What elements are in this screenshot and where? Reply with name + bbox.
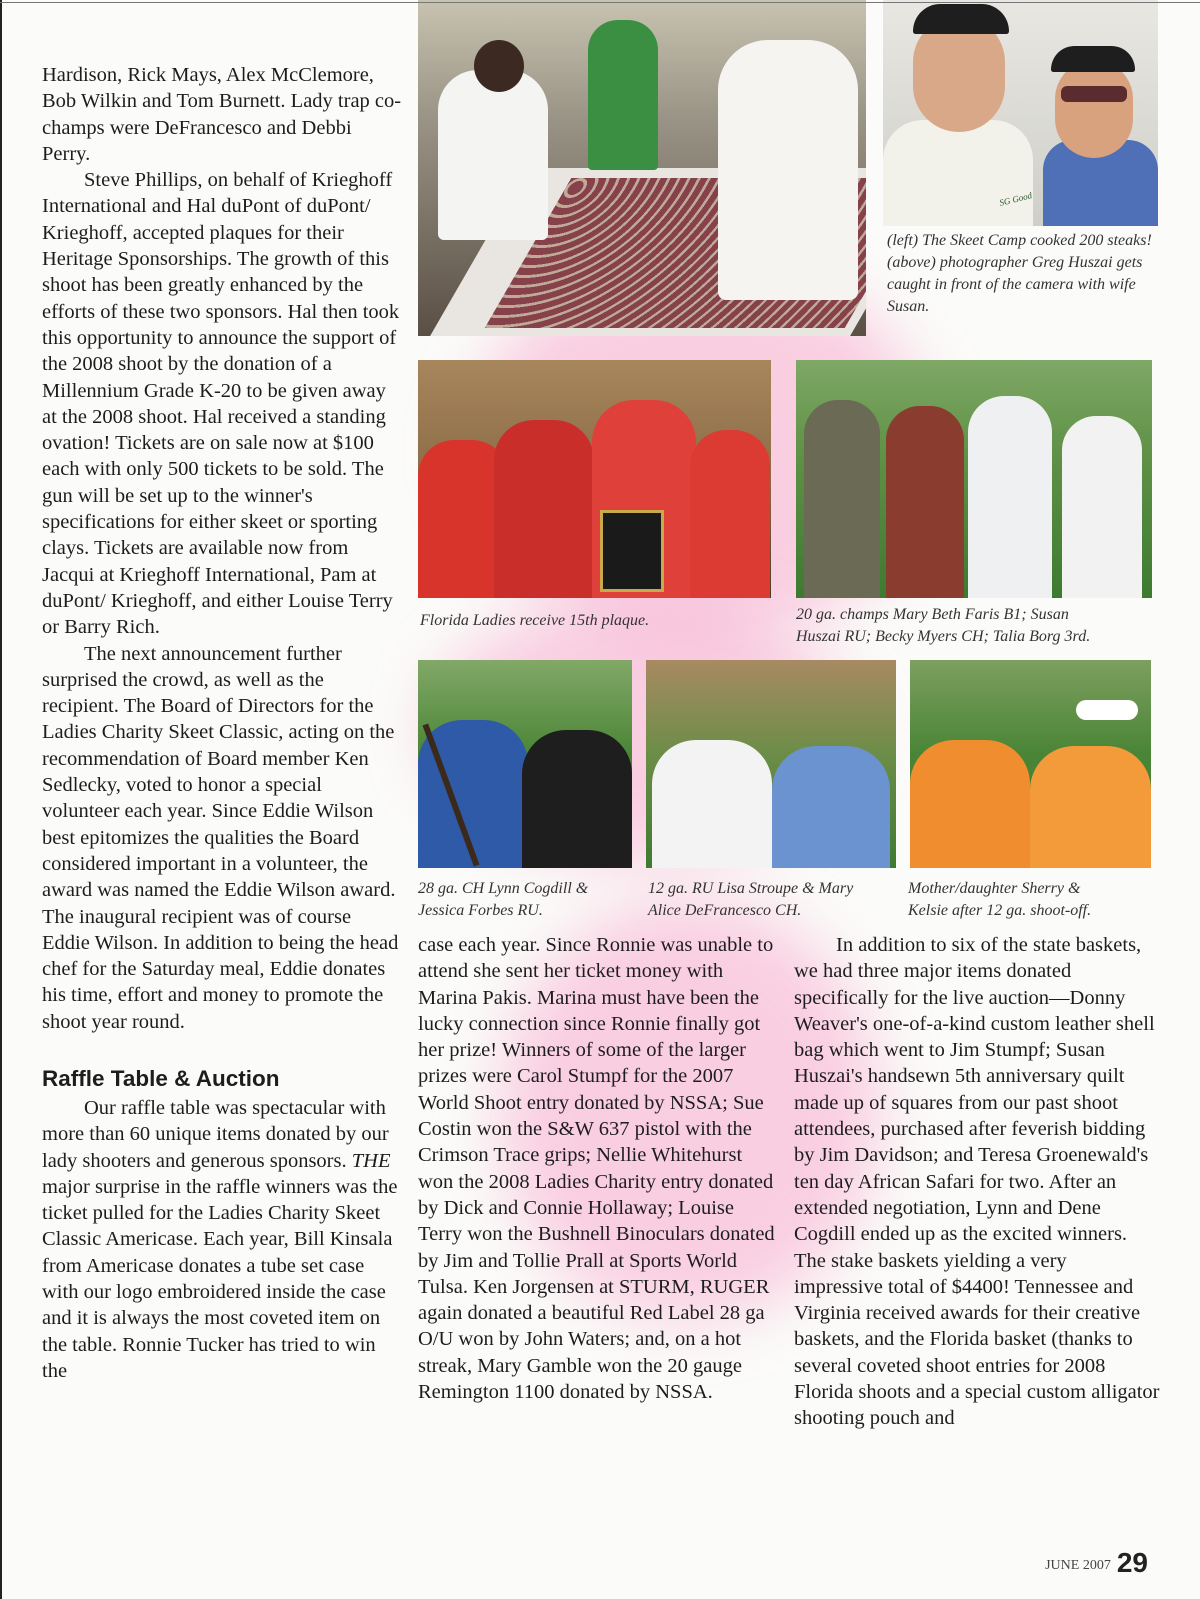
champ-4 (1062, 416, 1142, 598)
woman-cap (1051, 46, 1135, 72)
photo-florida-ladies (418, 360, 771, 598)
caption-20ga (796, 604, 1156, 648)
caption-line: Kelsie after 12 ga. shoot-off. (908, 902, 1092, 919)
daughter (1030, 746, 1151, 868)
page-top-rule (0, 2, 1200, 3)
emphasis: THE (351, 1149, 391, 1172)
text-run: Our raffle table was spectacular with more than 60 unique items donated by our lady shooters and generous sponsors. (42, 1096, 389, 1172)
mother (910, 740, 1030, 868)
shooter-2 (522, 730, 632, 868)
photo-28ga (418, 660, 632, 868)
photo-photographer-couple (883, 0, 1158, 226)
caption-line: Jessica Forbes RU. (418, 902, 543, 919)
caption-line: Alice DeFrancesco CH. (648, 902, 802, 919)
shooter-blue-shirt (772, 746, 890, 868)
shirt-logo: SG Good (998, 190, 1033, 208)
paragraph: Hardison, Rick Mays, Alex McClemore, Bob Wilkin and Tom Burnett. Lady trap co-champs were DeFrancesco and Debbi Perry. (42, 64, 402, 165)
paragraph: In addition to six of the state baskets, we had three major items donated specifically for the live auction—Donny Weaver's one-of-a-kind custom leather shell bag which went to Jim Stumpf; Susan Huszai's handsewn 5th anniversary quilt made up of squares from our past shoot attendees, purchased after feverish bidding by Jim Davidson; and Teresa Groenewald's ten day African Safari for two. After an extended negotiation, Lynn and Dene Cogdill ended up as the excited winners. The stake baskets yielding a very impressive total of $4400! Tennessee and Virginia received awards for their creative baskets, and the Florida basket (thanks to several coveted shoot entries for 2008 Florida shoots and a special custom alligator shooting pouch and (794, 934, 1160, 1430)
caption-line: Florida Ladies receive 15th plaque. (420, 612, 650, 629)
page-number: 29 (1116, 1547, 1148, 1578)
woman-4 (690, 430, 770, 598)
page-edge-bar (0, 0, 2, 1599)
photo-12ga (646, 660, 896, 868)
shooter-white-shirt (652, 740, 772, 868)
caption-line: (left) The Skeet Camp cooked 200 steaks! (887, 232, 1152, 249)
photo-20ga-champs (796, 360, 1152, 598)
person-white-shirt (438, 70, 548, 240)
caption-line: 28 ga. CH Lynn Cogdill & (418, 880, 589, 897)
caption-line: Huszai RU; Becky Myers CH; Talia Borg 3rd. (796, 628, 1091, 645)
page-folio (1045, 1547, 1148, 1579)
paragraph (42, 1095, 402, 1384)
caption-line: 12 ga. RU Lisa Stroupe & Mary (648, 880, 854, 897)
paragraph: Steve Phillips, on behalf of Krieghoff International and Hal duPont of duPont/ Krieghoff, accepted plaques for their Heritage Sponsorships. The growth of this shoot has been greatly enhanced by the efforts of these two sponsors. Hal then took this opportunity to announce the support of the 2008 shoot by the donation of a Millennium Grade K-20 to be given away at the 2008 shoot. Hal received a standing ovation! Tickets are on sale now at $100 each with only 500 tickets to be sold. The gun will be set up to the winner's specifications for either skeet or sporting clays. Tickets are available now from Jacqui at Krieghoff International, Pam at duPont/ Krieghoff, and either Louise Terry or Barry Rich. (42, 169, 400, 639)
caption-line: (above) photographer Greg Huszai gets caught in front of the camera with wife Susan. (887, 254, 1143, 315)
person-green-apron (588, 20, 658, 170)
caption-mother-daughter (908, 878, 1158, 922)
photo-steak-table (418, 0, 866, 336)
champ-1 (804, 400, 880, 598)
middle-column (418, 932, 780, 1405)
white-visor (1076, 700, 1138, 720)
champ-2 (886, 406, 964, 598)
right-column (794, 932, 1160, 1432)
left-column (42, 62, 402, 1384)
caption-line: 20 ga. champs Mary Beth Faris B1; Susan (796, 606, 1069, 623)
paragraph: case each year. Since Ronnie was unable to attend she sent her ticket money with Marina Pakis. Marina must have been the lucky connection since Ronnie finally got her prize! Winners of some of the larger prizes were Carol Stumpf for the 2007 World Shoot entry donated by NSSA; Sue Costin won the S&W 637 pistol with the Crimson Trace grips; Nellie Whitehurst won the 2008 Ladies Charity entry donated by Dick and Connie Hollaway; Louise Terry won the Bushnell Binoculars donated by Jim and Tollie Prall at Sports World Tulsa. Ken Jorgensen at STURM, RUGER again donated a beautiful Red Label 28 ga O/U won by John Waters; and, on a hot streak, Mary Gamble won the 20 gauge Remington 1100 donated by NSSA. (418, 934, 775, 1404)
man-shirt (883, 120, 1033, 226)
photo-mother-daughter (910, 660, 1151, 868)
champ-3 (968, 396, 1052, 598)
man-cap (913, 4, 1009, 34)
person-head (474, 40, 524, 92)
section-heading: Raffle Table & Auction (42, 1065, 280, 1091)
caption-line: Mother/daughter Sherry & (908, 880, 1081, 897)
caption-top (887, 230, 1157, 318)
caption-12ga (648, 878, 898, 922)
text-run: major surprise in the raffle winners was the ticket pulled for the Ladies Charity Skeet Classic Americase. Each year, Bill Kinsala from Americase donates a tube set case with our logo embroidered inside the case and it is always the most coveted item on the table. Ronnie Tucker has tried to win the (42, 1175, 398, 1382)
woman-face (1055, 60, 1133, 158)
plaque (600, 510, 664, 592)
woman-2 (494, 420, 594, 598)
paragraph: The next announcement further surprised the crowd, as well as the recipient. The Board of Directors for the Ladies Charity Skeet Classic, acting on the recommendation of Board member Ken Sedlecky, voted to honor a special volunteer each year. Since Eddie Wilson best epitomizes the qualities the Board considered important in a volunteer, the award was named the Eddie Wilson award. The inaugural recipient was of course Eddie Wilson. In addition to being the head chef for the Saturday meal, Eddie donates his time, effort and money to promote the shoot year round. (42, 642, 399, 1033)
caption-plaque (420, 610, 760, 632)
sunglasses (1061, 86, 1127, 102)
caption-28ga (418, 878, 632, 922)
issue-date: JUNE 2007 (1045, 1558, 1111, 1573)
person-apron-right (718, 40, 858, 300)
